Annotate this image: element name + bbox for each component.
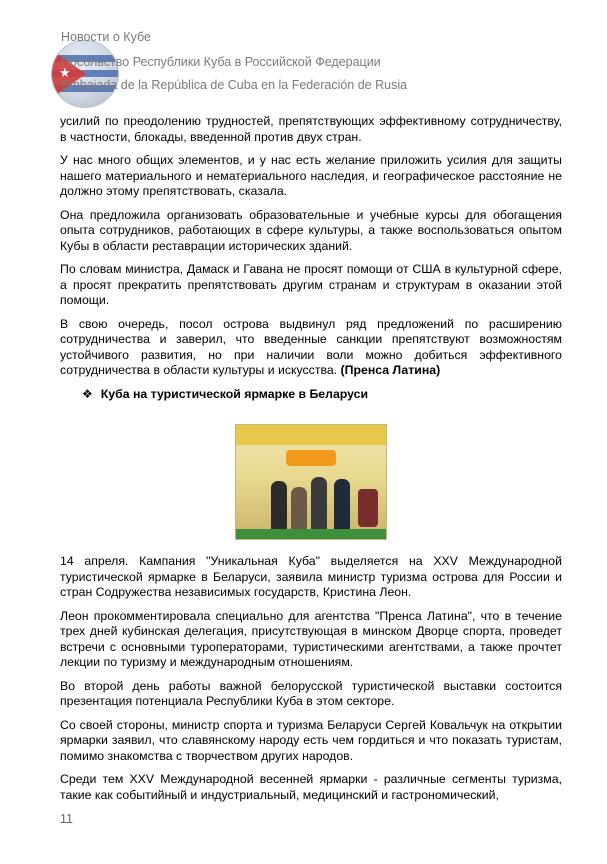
diamond-bullet-icon: ❖ bbox=[82, 386, 93, 401]
paragraph: Во второй день работы важной белорусской туристической выставки состоится презентация потенциала Республики Куба в этом секторе. bbox=[60, 678, 562, 708]
document-header bbox=[51, 28, 571, 98]
paragraph: 14 апреля. Кампания "Уникальная Куба" выделяется на XXV Международной туристической ярмарке в Беларуси, заявила министр туризма острова для России и стран Содружества независимых государств, Кристина Леон. bbox=[60, 554, 562, 599]
paragraph-text: В свою очередь, посол острова выдвинул ряд предложений по расширению сотрудничества и заверил, что введенные санкции препятствуют возможностям устойчивого развития, но при наличии воли можно добиться эффективного сотрудничества в области культуры и искусства. bbox=[60, 316, 562, 377]
paragraph: Со своей стороны, министр спорта и туризма Беларуси Сергей Ковальчук на открытии ярмарки заявил, что славянскому народу есть чем гордиться и что показать туристам, помимо знакомства с творчеством других народов. bbox=[60, 717, 562, 763]
section-heading-text: Куба на туристической ярмарке в Беларуси bbox=[100, 386, 369, 401]
section-heading bbox=[82, 387, 562, 403]
paragraph bbox=[60, 317, 562, 379]
source-credit: (Пренса Латина) bbox=[340, 363, 441, 377]
paragraph: Среди тем XXV Международной весенней ярмарки - различные сегменты туризма, такие как событийный и индустриальный, медицинский и гастрономический, bbox=[60, 772, 562, 802]
cuban-flag-seal-icon: ★ bbox=[51, 40, 119, 108]
article-body bbox=[60, 114, 562, 811]
header-embassy-ru: Посольство Республики Куба в Российской Федерации bbox=[61, 55, 381, 69]
header-title: Новости о Кубе bbox=[61, 30, 151, 44]
paragraph: У нас много общих элементов, и у нас есть желание приложить усилия для защиты нашего материального и нематериального наследия, и географическое расстояние не должно этому препятствовать, сказала. bbox=[60, 153, 562, 198]
paragraph: По словам министра, Дамаск и Гавана не просят помощи от США в культурной сфере, а просят прекратить препятствовать другим странам и структурам в оказании этой помощи. bbox=[60, 262, 562, 307]
header-embassy-es: Embajada de la República de Cuba en la Federación de Rusia bbox=[61, 78, 408, 92]
paragraph: Она предложила организовать образовательные и учебные курсы для обогащения опыта сотрудников, работающих в сфере культуры, а также воспользоваться опытом Кубы в области реставрации исторических зданий. bbox=[60, 207, 562, 253]
paragraph: усилий по преодолению трудностей, препятствующих эффективному сотрудничеству, в частности, блокады, введенной против двух стран. bbox=[60, 114, 562, 144]
page-number: 11 bbox=[60, 812, 73, 826]
paragraph: Леон прокомментировала специально для агентства "Пренса Латина", что в течение трех дней кубинская делегация, присутствующая в минском Дворце спорта, проведет встречи с основными туроператорами, туристическими агентствами, а также прочтет лекции по туризму и международным отношениям. bbox=[60, 608, 562, 669]
event-photo bbox=[235, 424, 387, 540]
